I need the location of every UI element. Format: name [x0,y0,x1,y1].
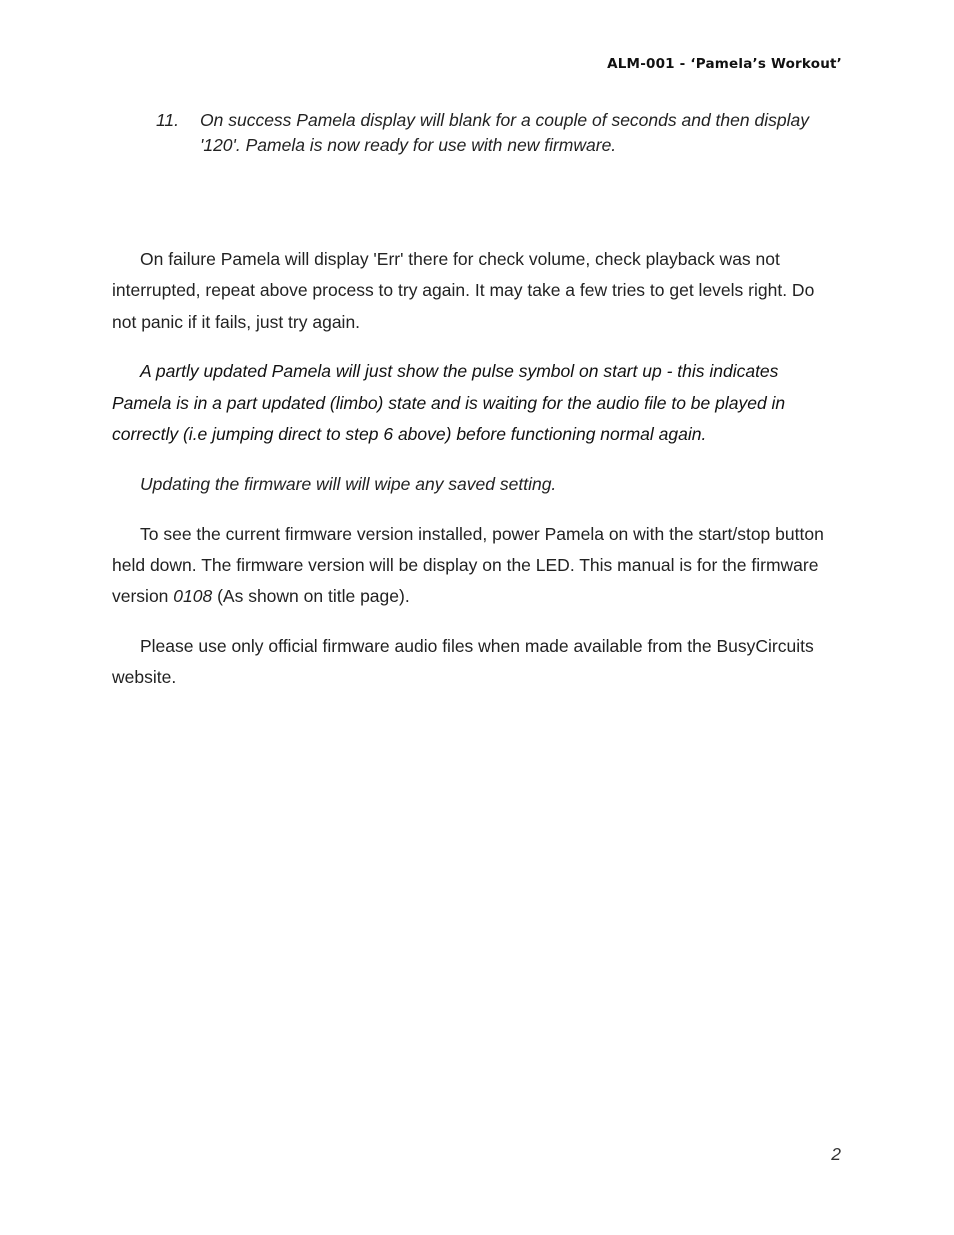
paragraph-official-files: Please use only official firmware audio files when made available from the BusyCircuits website. [112,635,814,688]
page-number: 2 [831,1144,841,1164]
page-header-title: ALM-001 - ‘Pamela’s Workout’ [607,56,842,72]
paragraph-firmware-version [112,519,837,613]
version-text-after: (As shown on title page). [212,586,410,607]
paragraph-failure: On failure Pamela will display 'Err' there for check volume, check playback was not interrupted, repeat above process to try again. It may take a few tries to get levels right. Do not panic if it fails, just try again. [112,249,815,332]
firmware-version-number: 0108 [173,586,213,607]
step-number: 11. [156,110,180,130]
paragraph-partly-updated: A partly updated Pamela will just show the pulse symbol on start up - this indicates Pamela is in a part updated (limbo) state and is waiting for the audio file to be played in correctly (i.e jumping direct to step 6 above) before functioning normal again. [112,361,786,444]
paragraph-wipe-warning: Updating the firmware will will wipe any saved setting. [140,473,557,494]
step-text: On success Pamela display will blank for a couple of seconds and then display '120'. Pamela is now ready for use with new firmware. [200,110,809,155]
version-text-before: To see the current firmware version installed, power Pamela on with the start/stop button held down. The firmware version will be display on the LED. This manual is for the firmware version [112,523,824,607]
document-body [112,244,837,712]
step-list-item [156,108,816,158]
